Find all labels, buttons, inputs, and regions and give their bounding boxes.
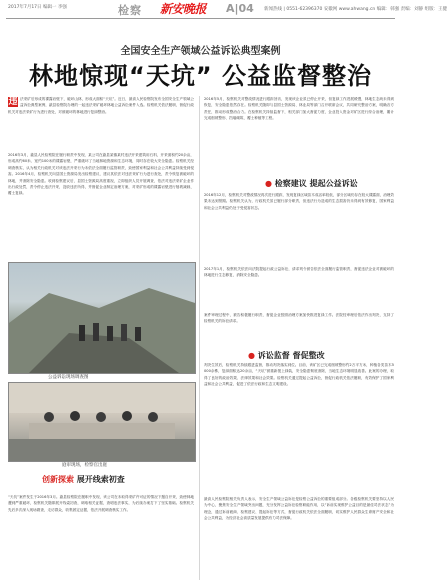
photo-caption-1: 公益诉讼现场调查图 xyxy=(48,375,89,380)
section-heading-1-text: 检察建议 提起公益诉讼 xyxy=(274,179,358,188)
right-column-text-2: 2016年12月，检察机关对整改情况再次进行跟踪，发现复绿区域苗木成活率较低，部分区域仍存在较大裸露面，治理效果未达到预期。检察机关认为，行政机关虽已履行部分职责，但违法行为造成的生态损害仍未得到有效修复，国家利益和社会公共利益仍处于受侵害状态。 xyxy=(204,193,394,210)
section-heading-1: ● 检察建议 提起公益诉讼 xyxy=(265,179,358,188)
dropcap: 违 xyxy=(8,97,18,107)
headline: 林地惊现“天坑” 公益监督整治 xyxy=(29,62,372,90)
issue-date: 2017年7月17日 编辑一 李强 xyxy=(8,5,67,10)
site-photo xyxy=(8,262,196,374)
lead-paragraph xyxy=(8,96,194,152)
section-heading-2-text: 诉讼监督 督促整改 xyxy=(257,351,325,360)
left-body-text: 2016年3月，歙县人民检察院在履行职责中发现，某公司在歙县某镇某村违法开采建筑用石料，开采面积约20余亩，形成高约60米、宽约100米的裸露岩壁，严重破坏了当地林地资源和生态环境，同时存在较大安全隐患。检察机关经调查核实，认为相关行政机关对该违法开采行为未依法全面履行监管职责，致使国家利益和社会公共利益持续受到侵害。2016年4月，检察机关向县国土资源局发出检察建议，建议其依法对违法采矿行为进行查处，责令恢复被破坏的林地，并消除安全隐患。收到检察建议后，县国土资源局高度重视，立即组织人员开展调查，依法对违法采矿企业作出行政处罚，责令停止违法开采，没收违法所得，并督促企业制定治理方案，对采矿形成的裸露岩壁进行削坡减载、覆土复绿。 xyxy=(8,153,194,196)
section-heading-3 xyxy=(42,474,125,485)
right-column-text-5: 判决生效后，检察机关持续跟进监督，推动判决落实到位。目前，该矿区已完成削坡整形约2万平方米，种植各类苗木5000余株，复绿面积达20余亩，“天坑”被重新披上绿装，安全隐患彻底消除，当地生态环境明显改善。此案的办理，取得了良好的政治效果、法律效果和社会效果。检察机关通过提起公益诉讼，督促行政机关依法履职，有效保护了国家利益和社会公共利益，促进了依法行政和生态文明建设。 xyxy=(204,363,394,387)
section-heading-3-tag: 创新探索 xyxy=(42,475,74,484)
courtroom-photo-illustration xyxy=(9,383,195,461)
right-column-text-1: 2016年5月，检察机关对整改情况进行跟踪回访，发现该企业虽已停止开采，但复绿工作进展缓慢，林地生态尚未得到恢复，安全隐患依然存在。检察机关随即与县国土资源局、林业局等部门召开联席会议，共同研究整治方案，明确各方责任，推动形成整治合力。在检察机关持续监督下，相关部门加大督促力度，企业投入资金对矿区进行综合治理，累计完成削坡整形、挡墙砌筑、覆土种植等工程。 xyxy=(204,97,394,121)
header-rule xyxy=(6,18,395,19)
right-column-text-4: 案件审理过程中，被告积极履行职责，督促企业按照治理方案加快推进复绿工作。法院经审理后依法作出判决，支持了检察机关的诉讼请求。 xyxy=(204,313,394,324)
newspaper-logo: 新安晚报 xyxy=(160,2,207,16)
right-column-text-3: 2017年1月，检察机关依法向法院提起行政公益诉讼，请求判令被告依法全面履行监管职责，督促违法企业对被破坏的林地进行生态修复，消除安全隐患。 xyxy=(204,267,394,278)
section-heading-3-text: 展开线索初查 xyxy=(76,475,125,484)
photo-caption-2: 庭审现场，检察官出庭 xyxy=(62,463,107,468)
subheadline: 全国安全生产领域公益诉讼典型案例 xyxy=(120,46,281,57)
right-column-text-6: 最高人民检察院相关负责人表示，安全生产领域公益诉讼是检察公益诉讼的重要组成部分。各级检察机关要坚持以人民为中心，聚焦安全生产领域突出问题，充分发挥公益诉讼检察职能作用，以“诉前实现维护公益目的是最佳司法状态”为理念，通过诉前磋商、检察建议、提起诉讼等方式，督促行政机关依法全面履职，切实维护人民群众生命财产安全和社会公共利益，为经济社会高质量发展提供有力司法保障。 xyxy=(204,497,394,521)
lead-text: 法采矿后形成的裸露岩壁下，破坏山林，形成大面积“天坑”。近日，最高人民检察院发布全国安全生产领域公益诉讼典型案例，歙县检察院办理的一起违法采矿破坏林地公益诉讼案件入选。检察机关依法履职，督促行政机关对违法采矿行为进行查处，对被破坏的林地进行复绿整治。 xyxy=(8,97,194,114)
page-number: A|04 xyxy=(226,2,254,15)
column-divider xyxy=(199,96,200,580)
header-meta: 新闻热线 | 0551-62396370 安徽网 www.ahwang.cn 编辑：韩强 责编：刘静 组版：王健 xyxy=(264,7,447,12)
section-label: 检察 xyxy=(118,4,142,17)
section-heading-2: ● 诉讼监督 督促整改 xyxy=(248,351,325,360)
site-photo-illustration xyxy=(9,263,195,373)
courtroom-photo xyxy=(8,382,196,462)
bottom-body-text: “天坑”案件发生于2016年3月。歙县检察院在履职中发现，该公司在未取得采矿许可证的情况下擅自开采，致使林地遭到严重破坏，检察机关随即展开线索初查，调取相关证据，查明违法事实，为后续办案打下了坚实基础。检察机关先后多次深入现场勘查，走访群众，收集固定证据，依法开展调查核实工作。 xyxy=(8,495,194,512)
